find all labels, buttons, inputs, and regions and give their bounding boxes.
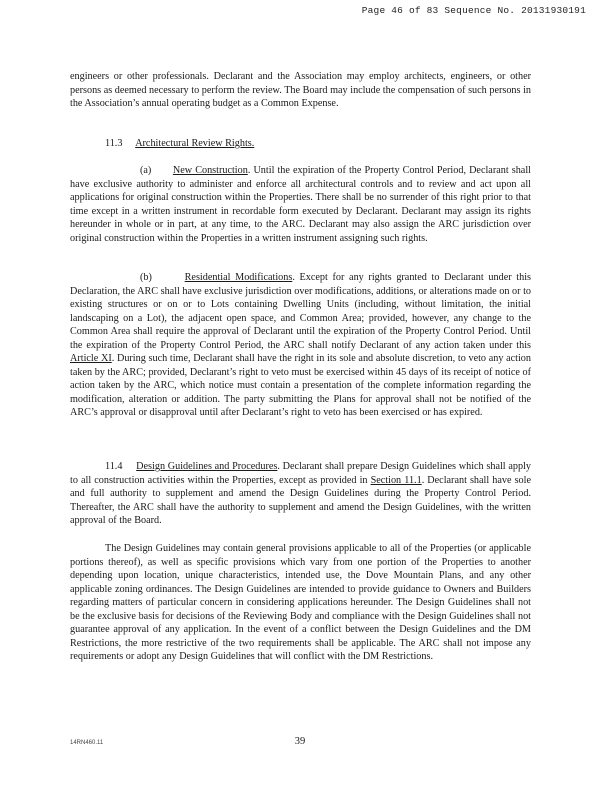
section-title: Architectural Review Rights. [135,138,255,149]
paragraph-11-3-b [70,271,531,420]
section-text: . Declarant shall prepare Design Guidelines which shall apply to all construction activities within the Properties, except as provided in [70,461,531,486]
page-header: Page 46 of 83 Sequence No. 20131930191 [361,5,586,16]
page-number: 39 [294,736,306,747]
section-reference: Section 11.1 [370,474,422,486]
subsection-label: (a) [140,165,152,176]
section-number: 11.4 [105,461,123,472]
subsection-title: New Construction [172,165,248,176]
paragraph-intro: engineers or other professionals. Declarant and the Association may employ architects, engineers, or other persons as deemed necessary to perform the review. The Board may include the compensation of such persons in the Association’s annual operating budget as a Common Expense. [70,71,531,109]
subsection-text-cont: . During such time, Declarant shall have the right in its sole and absolute discretion, to veto any action taken by the ARC; provided, Declarant’s right to veto must be exercised within 45 days of its receipt of notice of action taken by the ARC, which notice must contain a presentation of the complete information regarding the modification, alteration or addition. The party submitting the Plans for approval shall not be notified of the ARC’s approval or disapproval until after Declarant’s right to veto has been exercised or has expired. [70,353,531,418]
subsection-label: (b) [140,272,152,283]
section-text-cont: . Declarant shall have sole and full authority to supplement and amend the Design Guidelines during the Property Control Period. Thereafter, the ARC shall have the authority to supplement and amend the Design Guidelines, with the written approval of the Board. [70,474,531,526]
subsection-text: . Until the expiration of the Property Control Period, Declarant shall have exclusive authority to administer and enforce all architectural controls and to review and act upon all applications for original construction within the Properties. There shall be no surrender of this right prior to that time except in a written instrument in recordable form executed by Declarant. Declarant may assign its rights hereunder in whole or in part, at any time, to the ARC. Declarant may also assign the ARC jurisdiction over original construction within the Properties in a written instrument assigning such rights. [70,165,531,244]
paragraph-design-guidelines: The Design Guidelines may contain general provisions applicable to all of the Properties (or applicable portions thereof), as well as specific provisions which vary from one portion of the Properties to another depending upon location, unique characteristics, intended use, the Dove Mountain Plans, and any other applicable zoning ordinances. The Design Guidelines are intended to provide guidance to Owners and Builders regarding matters of particular concern in considering applications hereunder. The Design Guidelines shall not be the exclusive basis for decisions of the Reviewing Body and compliance with the Design Guidelines shall not guarantee approval of any application. In the event of a conflict between the Design Guidelines and the DM Restrictions, the more restrictive of the two requirements shall be applicable. The ARC shall not impose any requirements or adopt any Design Guidelines that will conflict with the DM Restrictions. [70,543,531,662]
paragraph-11-4 [70,460,531,528]
subsection-title: Residential Modifications [184,272,293,283]
document-id: 14RN460.11 [70,740,104,746]
subsection-text: . Except for any rights granted to Declarant under this Declaration, the ARC shall have exclusive jurisdiction over modifications, additions, or alterations made on or to existing structures or on or to Lots containing Dwelling Units (including, without limitation, the initial landscaping on a Lot), the adjacent open space, and Common Area; provided, however, any change to the Common Area shall require the approval of Declarant until the expiration of the Property Control Period. Until the expiration of the Property Control Period, the ARC shall notify Declarant of any action taken under this [70,272,532,351]
section-11-3-heading [70,137,531,151]
article-reference: Article XI [70,353,112,364]
paragraph-11-3-a [70,164,531,245]
section-title: Design Guidelines and Procedures [136,461,278,472]
section-number: 11.3 [105,138,123,149]
